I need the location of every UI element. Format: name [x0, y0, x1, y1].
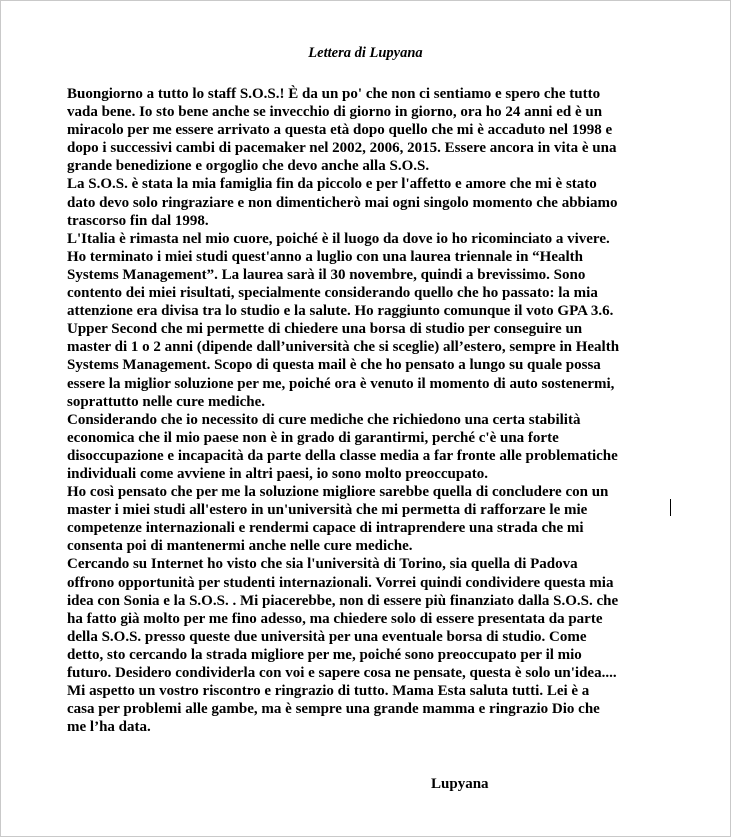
body-line: economica che il mio paese non è in grado di garantirmi, perché c'è una forte: [67, 429, 559, 446]
body-line: individuali come avviene in altri paesi, io sono molto preoccupato.: [67, 465, 488, 482]
body-line: Buongiorno a tutto lo staff S.O.S.! È da un po' che non ci sentiamo e spero che tutto: [67, 86, 601, 102]
body-line: Systems Management. Scopo di questa mail è che ho pensato a lungo su quale possa: [67, 357, 601, 374]
body-line: contento dei miei risultati, specialmente considerando quello che ho passato: la mia: [67, 285, 598, 302]
body-line: Ho così pensato che per me la soluzione migliore sarebbe quella di concludere con un: [67, 484, 609, 501]
body-line: soprattutto nelle cure mediche.: [67, 393, 266, 410]
body-line: me l’ha data.: [67, 719, 151, 736]
body-line: offrono opportunità per studenti internazionali. Vorrei quindi condividere questa mia: [67, 574, 614, 591]
body-line: Upper Second che mi permette di chiedere una borsa di studio per conseguire un: [67, 321, 583, 338]
body-line: Considerando che io necessito di cure mediche che richiedono una certa stabilità: [67, 411, 581, 428]
body-line: La S.O.S. è stata la mia famiglia fin da piccolo e per l'affetto e amore che mi è stato: [67, 176, 597, 193]
body-line: essere la miglior soluzione per me, poiché ora è venuto il momento di auto sostenermi,: [67, 375, 615, 392]
body-line: della S.O.S. presso queste due università per una eventuale borsa di studio. Come: [67, 628, 587, 645]
signature: Lupyana: [431, 776, 489, 792]
body-line: master i miei studi all'estero in un'università che mi permetta di rafforzare le mie: [67, 502, 588, 519]
body-line: miracolo per me essere arrivato a questa età dopo quello che mi è accaduto nel 1998 e: [67, 122, 613, 139]
body-line: idea con Sonia e la S.O.S. . Mi piacerebbe, non di essere più finanziato dalla S.O.S. che: [67, 592, 619, 609]
document-title: Lettera di Lupyana: [308, 45, 423, 61]
body-line: attenzione era divisa tra lo studio e la salute. Ho raggiunto comunque il voto GPA 3.6.: [67, 303, 614, 320]
body-line: dopo i successivi cambi di pacemaker nel 2002, 2006, 2015. Essere ancora in vita è una: [67, 140, 617, 157]
body-line: master di 1 o 2 anni (dipende dall’università che si sceglie) all’estero, sempre in Health: [67, 339, 620, 356]
body-line: ha fatto già molto per me fino adesso, ma chiedere solo di essere presentata da parte: [67, 610, 603, 627]
body-line: detto, sto cercando la strada migliore per me, poiché sono preoccupato per il mio: [67, 646, 582, 663]
body-line: L'Italia è rimasta nel mio cuore, poiché è il luogo da dove io ho ricominciato a vivere.: [67, 230, 610, 247]
body-line: Ho terminato i miei studi quest'anno a luglio con una laurea triennale in “Health: [67, 248, 584, 265]
letter-body[interactable]: [67, 85, 683, 736]
body-line: Mi aspetto un vostro riscontro e ringrazio di tutto. Mama Esta saluta tutti. Lei è a: [67, 683, 590, 700]
body-line: futuro. Desidero condividerla con voi e sapere cosa ne pensate, questa è solo un'idea....: [67, 665, 617, 681]
body-line: trascorso fin dal 1998.: [67, 212, 209, 229]
body-line: competenze internazionali e rendermi capace di intraprendere una strada che mi: [67, 520, 584, 537]
text-cursor: [670, 499, 671, 516]
body-line: casa per problemi alle gambe, ma è sempre una grande mamma e ringrazio Dio che: [67, 701, 600, 718]
body-line: Systems Management”. La laurea sarà il 30 novembre, quindi a brevissimo. Sono: [67, 266, 586, 283]
body-line: Cercando su Internet ho visto che sia l'università di Torino, sia quella di Padova: [67, 556, 578, 573]
body-line: dato devo solo ringraziare e non dimenticherò mai ogni singolo momento che abbiamo: [67, 194, 618, 211]
body-line: grande benedizione e orgoglio che devo anche alla S.O.S.: [67, 158, 430, 175]
body-line: disoccupazione e incapacità da parte della classe media a far fronte alle problematiche: [67, 447, 618, 464]
body-line: consenta poi di mantenermi anche nelle cure mediche.: [67, 538, 413, 555]
body-line: vada bene. Io sto bene anche se invecchio di giorno in giorno, ora ho 24 anni ed è un: [67, 104, 603, 121]
